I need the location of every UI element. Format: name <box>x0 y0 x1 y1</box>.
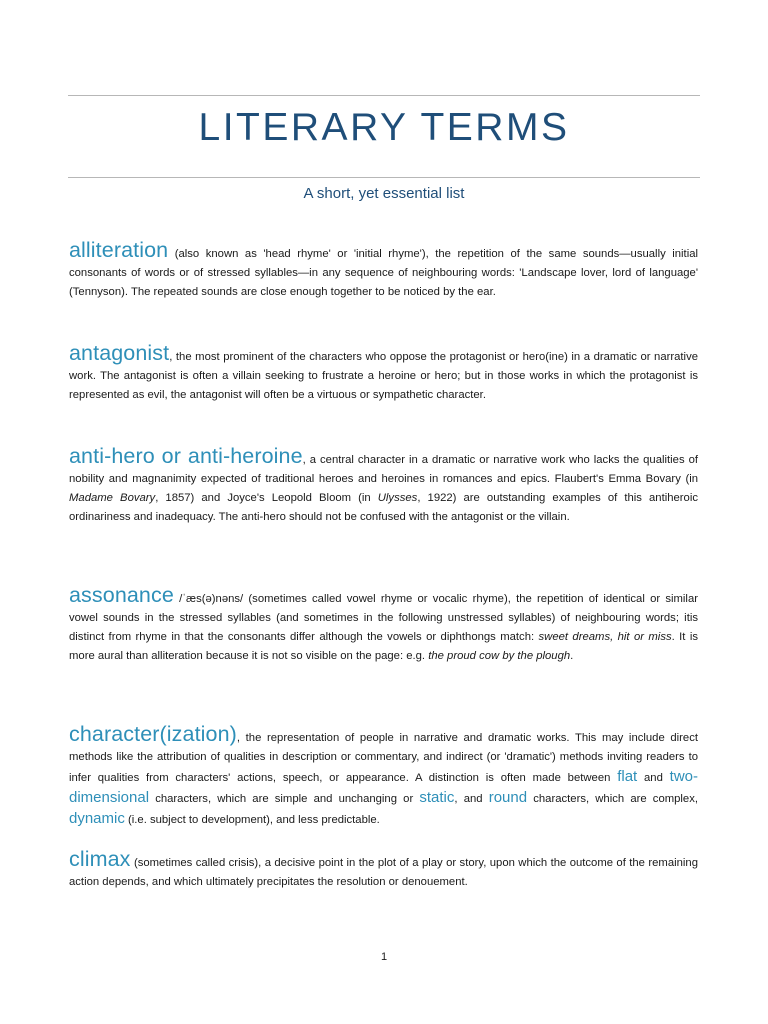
work-title-madame-bovary: Madame Bovary <box>69 492 156 504</box>
definition-characterization-part-2: and <box>637 772 670 784</box>
term-anti-hero: anti-hero or anti-heroine <box>69 444 303 468</box>
term-antagonist: antagonist <box>69 341 170 365</box>
definition-characterization-part-1: , the representation of people in narrative and dramatic works. This may include direct methods like the attribution of qualities in description or commentary, and indirect (or 'dramatic') methods inviting readers to infer qualities from characters' actions, speech, or appearance. A distinction is often made between <box>69 732 698 784</box>
definition-antagonist: , the most prominent of the characters who oppose the protagonist or hero(ine) in a dramatic or narrative work. The antagonist is often a villain seeking to frustrate a heroine or hero; but in those works in which the protagonist is represented as evil, the antagonist will often be a virtuous or sympathetic character. <box>69 351 698 401</box>
definition-characterization-part-5: characters, which are complex, <box>527 793 699 805</box>
definition-assonance-part-2: . It is more aural than alliteration because it is not so visible on the page: e.g. <box>69 631 698 662</box>
definition-alliteration: (also known as 'head rhyme' or 'initial rhyme'), the repetition of the same sounds—usually initial consonants of words or of stressed syllables—in any sequence of neighbouring words: 'Landscape lover, lord of language' (Tennyson). The repeated sounds are close enough together to be noticed by the ear. <box>69 248 698 298</box>
entry-characterization <box>69 722 699 830</box>
definition-assonance-part-1: /ˈæs(ə)nəns/ (sometimes called vowel rhyme or vocalic rhyme), the repetition of identical or similar vowel sounds in the stressed syllables (and sometimes in the following unstressed syllables) of neighbouring words; itis distinct from rhyme in that the consonants differ although the vowels or diphthongs match: <box>69 593 698 643</box>
term-assonance: assonance <box>69 583 174 607</box>
term-characterization: character(ization) <box>69 722 237 746</box>
entry-alliteration <box>69 238 698 302</box>
definition-characterization-part-4: , and <box>454 793 489 805</box>
keyword-round: round <box>488 789 528 806</box>
definition-anti-hero-part-1: , a central character in a dramatic or narrative work who lacks the qualities of nobility and magnanimity expected of traditional heroes and heroines in romances and epics. Flaubert's Emma Bovary (in <box>69 454 698 485</box>
term-alliteration: alliteration <box>69 238 169 262</box>
definition-anti-hero-part-3: , 1922) are outstanding examples of this antiheroic ordinariness and inadequacy. The anti-hero should not be confused with the antagonist or the villain. <box>69 492 699 523</box>
keyword-flat: flat <box>617 768 638 785</box>
title-top-rule <box>68 95 700 96</box>
entry-assonance <box>69 583 698 666</box>
definition-assonance-part-3: . <box>570 650 574 662</box>
page-number: 1 <box>380 951 388 963</box>
title-bottom-rule <box>68 177 700 178</box>
keyword-static: static <box>419 789 455 806</box>
document-title: LITERARY TERMS <box>198 106 570 149</box>
definition-climax: (sometimes called crisis), a decisive point in the plot of a play or story, upon which the outcome of the remaining action depends, and which ultimately precipitates the resolution or denouement. <box>69 857 698 888</box>
definition-anti-hero-part-2: , 1857) and Joyce's Leopold Bloom (in <box>155 492 378 504</box>
definition-characterization-part-6: (i.e. subject to development), and less predictable. <box>124 814 380 826</box>
entry-antagonist <box>69 341 698 405</box>
document-subtitle: A short, yet essential list <box>303 185 465 202</box>
term-climax: climax <box>69 847 131 871</box>
keyword-two-dimensional: two-dimensional <box>69 768 698 806</box>
entry-climax <box>69 847 698 892</box>
work-title-ulysses: Ulysses <box>377 492 418 504</box>
entry-anti-hero <box>69 444 699 527</box>
example-proud-cow: the proud cow by the plough <box>428 650 571 662</box>
keyword-dynamic: dynamic <box>69 810 125 827</box>
example-sweet-dreams: sweet dreams, hit or miss <box>538 631 672 643</box>
definition-characterization-part-3: characters, which are simple and unchanging or <box>149 793 420 805</box>
